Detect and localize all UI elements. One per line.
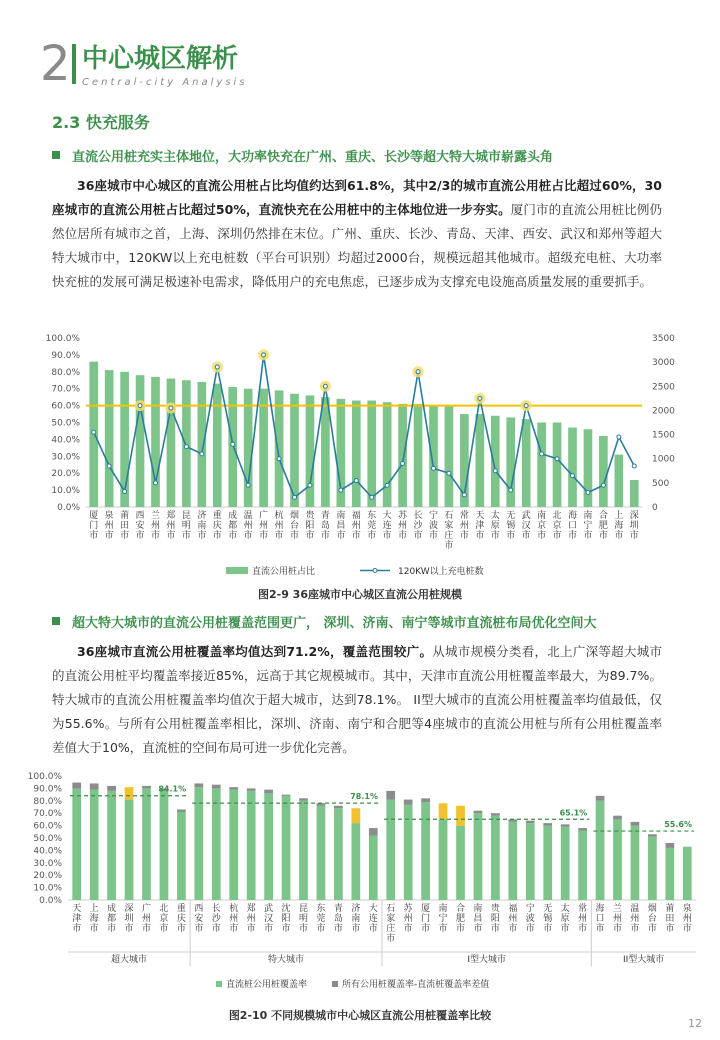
diff-bar xyxy=(194,783,203,787)
bar xyxy=(537,423,546,508)
diff-bar xyxy=(596,796,605,801)
y-tick-left: 70.0% xyxy=(51,384,80,395)
block1-heading: 直流公用桩充实主体地位，大功率快充在广州、重庆、长沙等超大特大城市崭露头角 xyxy=(72,150,554,165)
y-tick-left: 0.0% xyxy=(57,503,80,513)
x-tick-label: 大连市 xyxy=(382,511,392,541)
bar xyxy=(367,401,376,507)
coverage-bar xyxy=(561,827,570,900)
bar xyxy=(136,375,145,507)
coverage-bar xyxy=(142,788,151,900)
coverage-bar xyxy=(107,791,116,900)
coverage-bar xyxy=(212,788,221,900)
x-tick-label: 青岛市 xyxy=(333,904,343,934)
x-tick-label: 西安市 xyxy=(194,904,204,934)
legend-diff-label: 所有公用桩覆盖率-直流桩覆盖率差值 xyxy=(342,980,490,990)
x-tick-label: 常州市 xyxy=(578,904,588,934)
line-point xyxy=(262,353,266,357)
line-point xyxy=(493,469,497,473)
bullet-icon xyxy=(52,617,60,625)
section-title: 中心城区解析 xyxy=(82,44,239,74)
x-tick-label: 温州市 xyxy=(630,904,640,934)
diff-bar xyxy=(107,786,116,791)
y-tick-left: 90.0% xyxy=(51,350,80,361)
x-tick-label: 南京市 xyxy=(537,511,547,541)
line-point xyxy=(370,495,374,499)
line-point xyxy=(138,404,142,408)
legend-bar-label: 直流公用桩占比 xyxy=(252,567,316,577)
legend-coverage-label: 直流桩公用桩覆盖率 xyxy=(226,980,308,990)
line-point xyxy=(447,471,451,475)
line-point xyxy=(401,462,405,466)
line-point xyxy=(416,370,420,374)
diff-bar xyxy=(526,821,535,823)
x-tick-label: 烟台市 xyxy=(289,511,300,541)
diff-bar xyxy=(177,809,186,811)
x-tick-label: 莆田市 xyxy=(120,511,130,541)
coverage-bar xyxy=(282,796,291,900)
diff-bar xyxy=(299,798,308,800)
diff-bar xyxy=(264,790,273,794)
coverage-bar xyxy=(543,826,552,900)
chart-dc-coverage xyxy=(16,766,706,1002)
x-tick-label: 郑州市 xyxy=(246,904,256,934)
x-tick-label: 温州市 xyxy=(243,511,253,541)
bar xyxy=(630,480,639,507)
bar xyxy=(522,419,531,507)
diff-bar xyxy=(369,828,378,835)
subsection-heading: 2.3 快充服务 xyxy=(52,113,150,132)
line-point xyxy=(169,406,173,410)
bar xyxy=(198,382,207,507)
diff-bar xyxy=(439,803,448,819)
block1-rest: 厦门市的直流公用桩比例仍然位居所有城市之首，上海、深圳仍然排在末位。广州、重庆、长沙、青岛、天津、西安、武汉和郑州等超大特大城市中，120KW以上充电桩数（平台可识别）均超过2000台，规模远超其他城市。超级充电桩、大功率快充桩的发展可满足极速补电需求，降低用户的充电焦虑，已逐步成为支撑充电设施高质量发展的重要抓手。 xyxy=(52,202,662,289)
x-tick-label: 成都市 xyxy=(228,511,238,541)
bar xyxy=(151,377,160,507)
y-tick-left: 100.0% xyxy=(45,334,80,344)
x-tick-label: 南昌市 xyxy=(473,904,483,934)
x-tick-label: 重庆市 xyxy=(176,904,186,934)
line-point xyxy=(277,457,281,461)
line-point xyxy=(509,488,513,492)
bar xyxy=(321,397,330,507)
block1-paragraph xyxy=(52,174,662,294)
diff-bar xyxy=(561,824,570,826)
line-point xyxy=(123,490,127,494)
x-tick-label: 郑州市 xyxy=(166,511,176,541)
x-tick-label: 福州市 xyxy=(351,511,361,541)
x-tick-label: 海口市 xyxy=(595,904,605,934)
bar xyxy=(213,384,222,507)
x-tick-label: 莆田市 xyxy=(665,904,675,934)
x-tick-label: 广州市 xyxy=(141,904,152,934)
coverage-bar xyxy=(386,800,395,900)
diff-bar xyxy=(404,800,413,805)
y-tick: 10.0% xyxy=(33,883,62,894)
y-tick-right: 3000 xyxy=(652,358,675,369)
coverage-bar xyxy=(194,787,203,900)
coverage-bar xyxy=(508,822,517,900)
x-tick-label: 贵阳市 xyxy=(490,904,500,934)
line-point xyxy=(107,464,111,468)
y-tick-right: 500 xyxy=(652,478,670,489)
line-point xyxy=(154,481,158,485)
diff-bar xyxy=(142,786,151,788)
diff-bar xyxy=(421,798,430,802)
x-tick-label: 北京市 xyxy=(552,511,562,541)
line-point xyxy=(632,464,636,468)
coverage-bar xyxy=(648,837,657,900)
y-tick-right: 2000 xyxy=(652,406,675,417)
block2-paragraph xyxy=(52,640,662,760)
line-point xyxy=(617,435,621,439)
x-tick-label: 烟台市 xyxy=(647,904,657,934)
y-tick-left: 10.0% xyxy=(51,486,80,497)
x-tick-label: 天津市 xyxy=(475,511,485,541)
coverage-bar xyxy=(90,790,99,900)
diff-bar xyxy=(334,806,343,808)
coverage-bar xyxy=(369,836,378,900)
coverage-bar xyxy=(247,791,256,900)
coverage-bar xyxy=(439,819,448,900)
y-tick: 40.0% xyxy=(33,846,62,857)
coverage-bar xyxy=(578,831,587,900)
diff-bar xyxy=(665,843,674,848)
x-tick-label: 深圳市 xyxy=(124,904,134,934)
bar xyxy=(398,404,407,507)
coverage-bar xyxy=(665,848,674,900)
coverage-bar xyxy=(683,847,692,900)
coverage-bar xyxy=(631,826,640,900)
y-tick: 80.0% xyxy=(33,796,62,807)
x-tick-label: 武汉市 xyxy=(264,904,274,934)
line-point xyxy=(231,442,235,446)
x-tick-label: 苏州市 xyxy=(398,511,408,541)
x-tick-label: 济南市 xyxy=(197,511,207,541)
x-tick-label: 海口市 xyxy=(567,511,578,541)
x-tick-label: 南昌市 xyxy=(336,511,346,541)
y-tick-left: 30.0% xyxy=(51,452,80,463)
bar xyxy=(167,379,176,507)
diff-bar xyxy=(543,823,552,825)
section-divider xyxy=(72,44,76,84)
x-tick-label: 贵阳市 xyxy=(305,511,315,541)
x-tick-label: 合肥市 xyxy=(598,511,608,541)
y-tick-right: 3500 xyxy=(652,334,675,344)
line-point xyxy=(524,404,528,408)
legend-line-marker xyxy=(373,569,377,573)
coverage-bar xyxy=(229,790,238,900)
coverage-bar xyxy=(491,816,500,900)
legend-line-label: 120KW以上充电桩数 xyxy=(398,567,484,577)
y-tick-left: 40.0% xyxy=(51,435,80,446)
line-point xyxy=(462,493,466,497)
x-tick-label: 太原市 xyxy=(560,904,570,934)
y-tick-left: 60.0% xyxy=(51,401,80,412)
line-point xyxy=(215,365,219,369)
bar xyxy=(553,423,562,508)
x-tick-label: 泉州市 xyxy=(682,904,692,934)
x-tick-label: 重庆市 xyxy=(212,511,222,541)
line-point xyxy=(354,478,358,482)
diff-bar xyxy=(125,787,134,799)
y-tick-left: 50.0% xyxy=(51,418,80,429)
bar xyxy=(445,406,454,507)
chart2-caption: 图2-10 不同规模城市中心城区直流公用桩覆盖率比较 xyxy=(228,1009,492,1022)
bar xyxy=(615,455,624,507)
section-subtitle: Central-city Analysis xyxy=(82,77,248,88)
x-tick-label: 太原市 xyxy=(490,511,500,541)
group-average-label: 78.1% xyxy=(350,792,378,802)
legend-bar-swatch xyxy=(226,567,248,574)
diff-bar xyxy=(491,813,500,815)
x-tick-label: 厦门市 xyxy=(421,904,431,934)
line-point xyxy=(323,384,327,388)
x-tick-label: 无锡市 xyxy=(543,904,553,934)
y-tick-left: 20.0% xyxy=(51,469,80,480)
bar xyxy=(476,414,485,507)
y-tick-right: 0 xyxy=(652,503,658,513)
x-tick-label: 福州市 xyxy=(508,904,518,934)
line-point xyxy=(571,474,575,478)
x-tick-label: 宁波市 xyxy=(428,511,439,541)
y-tick: 50.0% xyxy=(33,834,62,844)
line-point xyxy=(555,457,559,461)
coverage-bar xyxy=(177,812,186,900)
x-tick-label: 昆明市 xyxy=(181,511,191,541)
bar xyxy=(306,395,315,507)
diff-bar xyxy=(351,808,360,823)
group-label: I型大城市 xyxy=(467,955,506,965)
x-tick-label: 青岛市 xyxy=(320,511,330,541)
x-tick-label: 昆明市 xyxy=(298,904,309,934)
chart1-caption: 图2-9 36座城市中心城区直流公用桩规模 xyxy=(257,588,462,601)
section-number: 2 xyxy=(40,36,71,92)
bar xyxy=(599,436,608,507)
bar xyxy=(275,390,284,507)
block2-bold: 36座城市直流公用桩覆盖率均值达到71.2%，覆盖范围较广。 xyxy=(77,644,433,659)
bullet-icon xyxy=(52,151,60,159)
x-tick-label: 无锡市 xyxy=(506,511,516,541)
coverage-bar xyxy=(526,823,535,900)
diff-bar xyxy=(613,816,622,820)
coverage-bar xyxy=(421,802,430,900)
x-tick-label: 东莞市 xyxy=(367,511,377,541)
diff-bar xyxy=(578,828,587,830)
line-point xyxy=(432,466,436,470)
x-tick-label: 杭州市 xyxy=(229,904,239,934)
x-tick-label: 深圳市 xyxy=(629,511,639,541)
y-tick: 100.0% xyxy=(27,772,62,782)
group-label: 特大城市 xyxy=(268,955,305,965)
y-tick: 60.0% xyxy=(33,821,62,832)
diff-bar xyxy=(282,795,291,796)
legend-diff-swatch xyxy=(332,981,338,987)
x-tick-label: 沈阳市 xyxy=(281,904,291,934)
legend-coverage-swatch xyxy=(216,981,222,987)
bar xyxy=(429,406,438,507)
x-tick-label: 石家庄市 xyxy=(444,511,454,551)
group-label: II型大城市 xyxy=(623,955,665,965)
line-point xyxy=(540,452,544,456)
y-tick-right: 1000 xyxy=(652,454,675,465)
line-point xyxy=(586,491,590,495)
x-tick-label: 常州市 xyxy=(459,511,469,541)
bar xyxy=(506,417,515,507)
x-tick-label: 南宁市 xyxy=(438,904,448,934)
diff-bar xyxy=(456,806,465,826)
bar xyxy=(352,401,361,507)
line-point xyxy=(200,452,204,456)
diff-bar xyxy=(247,788,256,790)
diff-bar xyxy=(474,811,483,813)
x-tick-label: 大连市 xyxy=(368,904,378,934)
coverage-bar xyxy=(456,826,465,900)
y-tick-right: 1500 xyxy=(652,430,675,441)
line-point xyxy=(246,483,250,487)
group-average-label: 84.1% xyxy=(158,784,187,794)
bar xyxy=(584,429,593,507)
coverage-bar xyxy=(299,801,308,900)
coverage-bar xyxy=(474,813,483,900)
y-tick: 90.0% xyxy=(33,784,62,795)
x-tick-label: 长沙市 xyxy=(413,511,423,541)
bar xyxy=(182,380,191,507)
block2-heading: 超大特大城市的直流公用桩覆盖范围更广， 深圳、济南、南宁等城市直流桩布局优化空间大 xyxy=(72,616,597,631)
x-tick-label: 杭州市 xyxy=(274,511,284,541)
diff-bar xyxy=(90,783,99,789)
x-tick-label: 武汉市 xyxy=(521,511,531,541)
bar xyxy=(383,402,392,507)
x-tick-label: 西安市 xyxy=(135,511,145,541)
coverage-bar xyxy=(334,808,343,900)
x-tick-label: 成都市 xyxy=(107,904,117,934)
coverage-bar xyxy=(125,800,134,900)
x-tick-label: 上海市 xyxy=(614,511,624,541)
x-tick-label: 厦门市 xyxy=(89,511,99,541)
coverage-bar xyxy=(160,791,169,900)
coverage-bar xyxy=(317,806,326,900)
x-tick-label: 上海市 xyxy=(89,904,99,934)
x-tick-label: 兰州市 xyxy=(612,904,623,934)
diff-bar xyxy=(229,787,238,789)
x-tick-label: 天津市 xyxy=(72,904,82,934)
x-tick-label: 广州市 xyxy=(259,511,269,541)
line-point xyxy=(339,488,343,492)
diff-bar xyxy=(631,822,640,826)
y-tick: 70.0% xyxy=(33,809,62,820)
x-tick-label: 苏州市 xyxy=(403,904,413,934)
x-tick-label: 南宁市 xyxy=(583,511,593,541)
group-average-label: 65.1% xyxy=(559,808,588,818)
line-point xyxy=(601,483,605,487)
x-tick-label: 北京市 xyxy=(159,904,169,934)
line-point xyxy=(308,483,312,487)
coverage-bar xyxy=(72,789,81,900)
x-tick-label: 东莞市 xyxy=(316,904,326,934)
x-tick-label: 济南市 xyxy=(351,904,361,934)
line-point xyxy=(478,396,482,400)
coverage-bar xyxy=(351,823,360,900)
block2-rest: 从城市规模分类看，北上广深等超大城市的直流公用桩平均覆盖率接近85%，远高于其它规模城市。其中，天津市直流公用桩覆盖率最大，为89.7%。特大城市的直流公用桩覆盖率均值次于超大城市，达到78.1%。 II型大城市的直流公用桩覆盖率均值最低，仅为55.6%。与所有公用桩覆盖率相比，深圳、济南、南宁和合肥等4座城市的直流公用桩与所有公用桩覆盖率差值大于10%，直流桩的空间布局可进一步优化完善。 xyxy=(52,644,662,755)
bar xyxy=(105,370,114,507)
bar xyxy=(491,416,500,507)
line-point xyxy=(92,430,96,434)
y-tick: 0.0% xyxy=(39,896,62,906)
y-tick: 20.0% xyxy=(33,871,62,882)
y-tick-left: 80.0% xyxy=(51,367,80,378)
x-tick-label: 合肥市 xyxy=(455,904,466,934)
block1-bold: 36座城市中心城区的直流公用桩占比均值约达到61.8%，其中2/3的城市直流公用桩占比超过60%，30座城市的直流公用桩占比超过50%，直流快充在公用桩中的主体地位进一步夯实。 xyxy=(52,178,662,217)
page-number: 12 xyxy=(688,1017,702,1030)
bar xyxy=(414,404,423,507)
x-tick-label: 石家庄市 xyxy=(386,904,396,944)
chart-dc-pile-scale xyxy=(30,330,700,580)
coverage-bar xyxy=(264,793,273,900)
x-tick-label: 兰州市 xyxy=(150,511,161,541)
x-tick-label: 宁波市 xyxy=(525,904,535,934)
x-tick-label: 泉州市 xyxy=(104,511,114,541)
diff-bar xyxy=(648,834,657,836)
y-tick: 30.0% xyxy=(33,858,62,869)
diff-bar xyxy=(386,791,395,800)
y-tick-right: 2500 xyxy=(652,382,675,393)
coverage-bar xyxy=(596,801,605,900)
diff-bar xyxy=(72,783,81,789)
line-point xyxy=(184,445,188,449)
x-tick-label: 长沙市 xyxy=(211,904,221,934)
group-average-label: 55.6% xyxy=(664,820,692,830)
group-label: 超大城市 xyxy=(111,955,148,965)
line-point xyxy=(293,495,297,499)
diff-bar xyxy=(212,785,221,789)
line-point xyxy=(385,483,389,487)
bar xyxy=(568,428,577,507)
